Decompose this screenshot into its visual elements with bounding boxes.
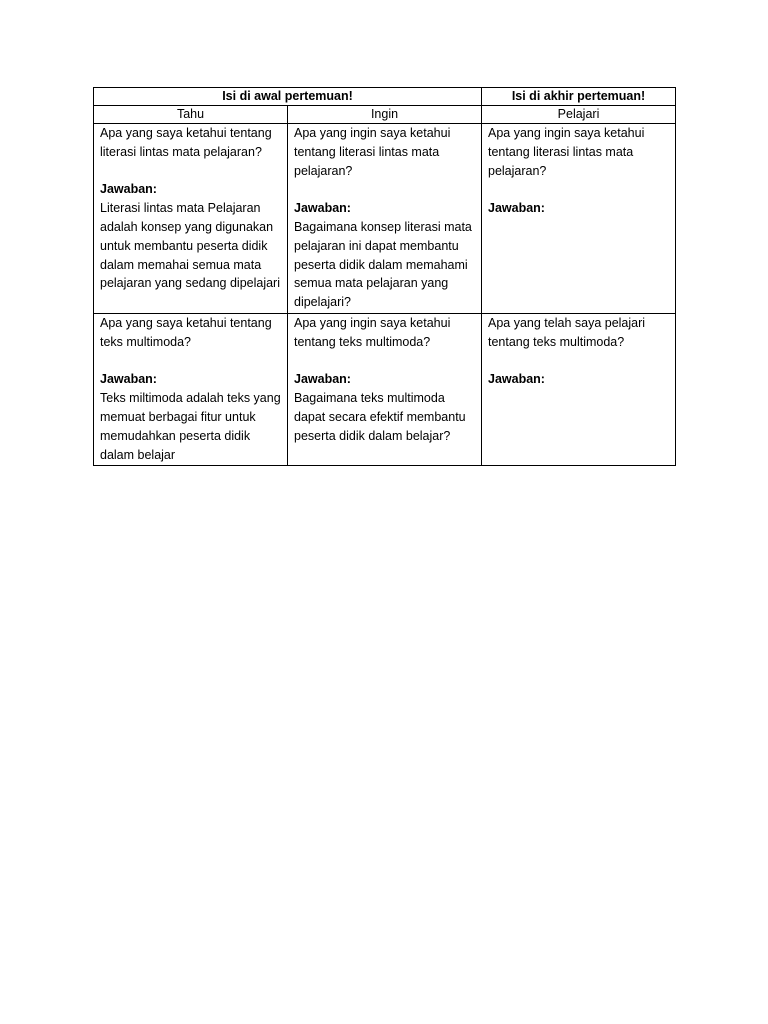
- cell-tahu-multimoda: [94, 313, 288, 465]
- cell-answer-label: Jawaban:: [294, 372, 351, 387]
- table-row: [94, 313, 676, 465]
- cell-answer-label: Jawaban:: [488, 201, 545, 216]
- cell-answer: Teks miltimoda adalah teks yang memuat berbagai fitur untuk memudahkan peserta didik dalam belajar: [100, 391, 281, 462]
- cell-question: Apa yang saya ketahui tentang teks multimoda?: [100, 315, 272, 349]
- table-row: [94, 124, 676, 314]
- cell-answer-label: Jawaban:: [294, 201, 351, 216]
- subheader-pelajari: Pelajari: [482, 106, 676, 124]
- cell-question: Apa yang ingin saya ketahui tentang teks multimoda?: [294, 315, 451, 349]
- cell-question: Apa yang ingin saya ketahui tentang literasi lintas mata pelajaran?: [294, 126, 451, 178]
- cell-answer: Bagaimana teks multimoda dapat secara efektif membantu peserta didik dalam belajar?: [294, 391, 466, 443]
- cell-answer-label: Jawaban:: [488, 372, 545, 387]
- table-subheader-row: [94, 106, 676, 124]
- header-end-of-meeting: Isi di akhir pertemuan!: [482, 88, 676, 106]
- cell-tahu-literasi: [94, 124, 288, 314]
- cell-answer: Bagaimana konsep literasi mata pelajaran ini dapat membantu peserta didik dalam memahami semua mata pelajaran yang dipelajari?: [294, 219, 472, 310]
- cell-question: Apa yang saya ketahui tentang literasi lintas mata pelajaran?: [100, 126, 272, 159]
- subheader-ingin: Ingin: [288, 106, 482, 124]
- cell-answer: Literasi lintas mata Pelajaran adalah konsep yang digunakan untuk membantu peserta didik dalam memahai semua mata pelajaran yang sedang dipelajari: [100, 201, 280, 291]
- cell-question: Apa yang ingin saya ketahui tentang literasi lintas mata pelajaran?: [488, 126, 645, 178]
- cell-pelajari-literasi: [482, 124, 676, 314]
- cell-answer-label: Jawaban:: [100, 372, 157, 387]
- cell-answer-label: Jawaban:: [100, 182, 157, 197]
- cell-ingin-multimoda: [288, 313, 482, 465]
- table-header-row: [94, 88, 676, 106]
- cell-pelajari-multimoda: [482, 313, 676, 465]
- cell-question: Apa yang telah saya pelajari tentang teks multimoda?: [488, 315, 646, 349]
- kwl-table: [93, 87, 676, 466]
- subheader-tahu: Tahu: [94, 106, 288, 124]
- header-start-of-meeting: Isi di awal pertemuan!: [94, 88, 482, 106]
- cell-ingin-literasi: [288, 124, 482, 314]
